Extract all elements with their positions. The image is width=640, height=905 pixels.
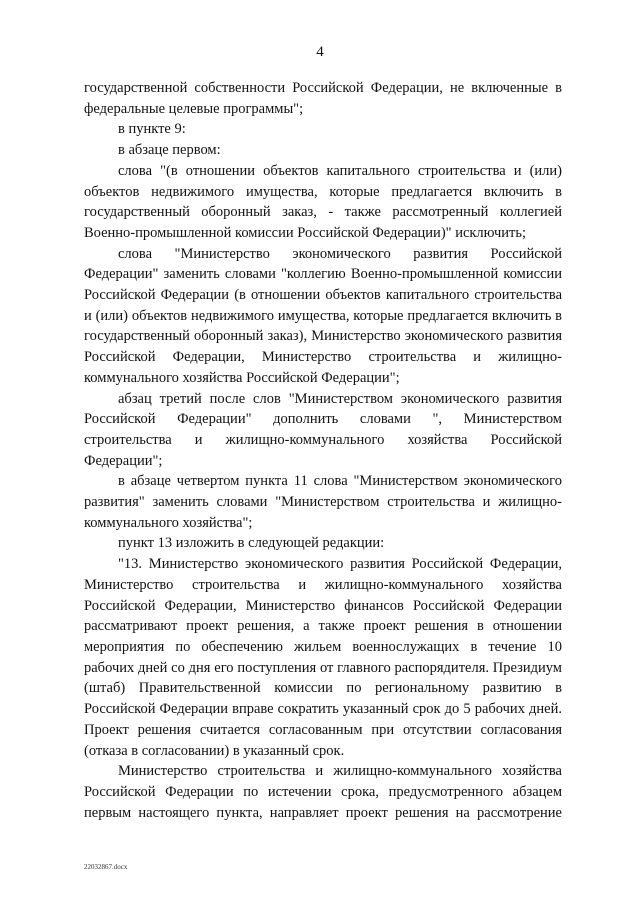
- paragraph: абзац третий после слов "Министерством экономического развития Российской Федерации" дополнить словами ", Министерством строительства и жилищно-коммунального хозяйства Российской Федерации";: [84, 390, 562, 469]
- paragraph: в пункте 9:: [118, 121, 186, 138]
- paragraph: слова "Министерство экономического развития Российской Федерации" заменить словами "коллегию Военно-промышленной комиссии Российской Федерации (в отношении объектов капитального строительства и (или) объектов недвижимого имущества, которые предлагается включить в государственный оборонный заказ), Министерство экономического развития Российской Федерации, Министерство строительства и жилищно-коммунального хозяйства Российской Федерации";: [84, 245, 562, 386]
- paragraph: "13. Министерство экономического развития Российской Федерации, Министерство строительства и жилищно-коммунального хозяйства Российской Федерации, Министерство финансов Российской Федерации рассматривают проект решения, а также проект решения в отношении мероприятия по обеспечению жильем военнослужащих в течение 10 рабочих дней со дня его поступления от главного распорядителя. Президиум (штаб) Правительственной комиссии по региональному развитию в Российской Федерации вправе сократить указанный срок до 5 рабочих дней. Проект решения считается согласованным при отсутствии согласования (отказа в согласовании) в указанный срок.: [84, 556, 562, 759]
- paragraph: пункт 13 изложить в следующей редакции:: [118, 535, 385, 552]
- paragraph: государственной собственности Российской Федерации, не включенные в федеральные целевые программы";: [84, 80, 562, 117]
- document-body: [84, 78, 562, 823]
- footer-filename: 22032867.docx: [84, 863, 128, 871]
- paragraph: Министерство строительства и жилищно-коммунального хозяйства Российской Федерации по истечении срока, предусмотренного абзацем первым настоящего пункта, направляет проект решения на рассмотрение: [84, 763, 562, 821]
- page-number: 4: [316, 44, 324, 60]
- paragraph: в абзаце первом:: [118, 142, 221, 159]
- paragraph: слова "(в отношении объектов капитального строительства и (или) объектов недвижимого имущества, которые предлагается включить в государственный оборонный заказ, - также рассмотренный коллегией Военно-промышленной комиссии Российской Федерации)" исключить;: [84, 162, 562, 241]
- paragraph: в абзаце четвертом пункта 11 слова "Министерством экономического развития" заменить словами "Министерством строительства и жилищно-коммунального хозяйства";: [84, 473, 562, 531]
